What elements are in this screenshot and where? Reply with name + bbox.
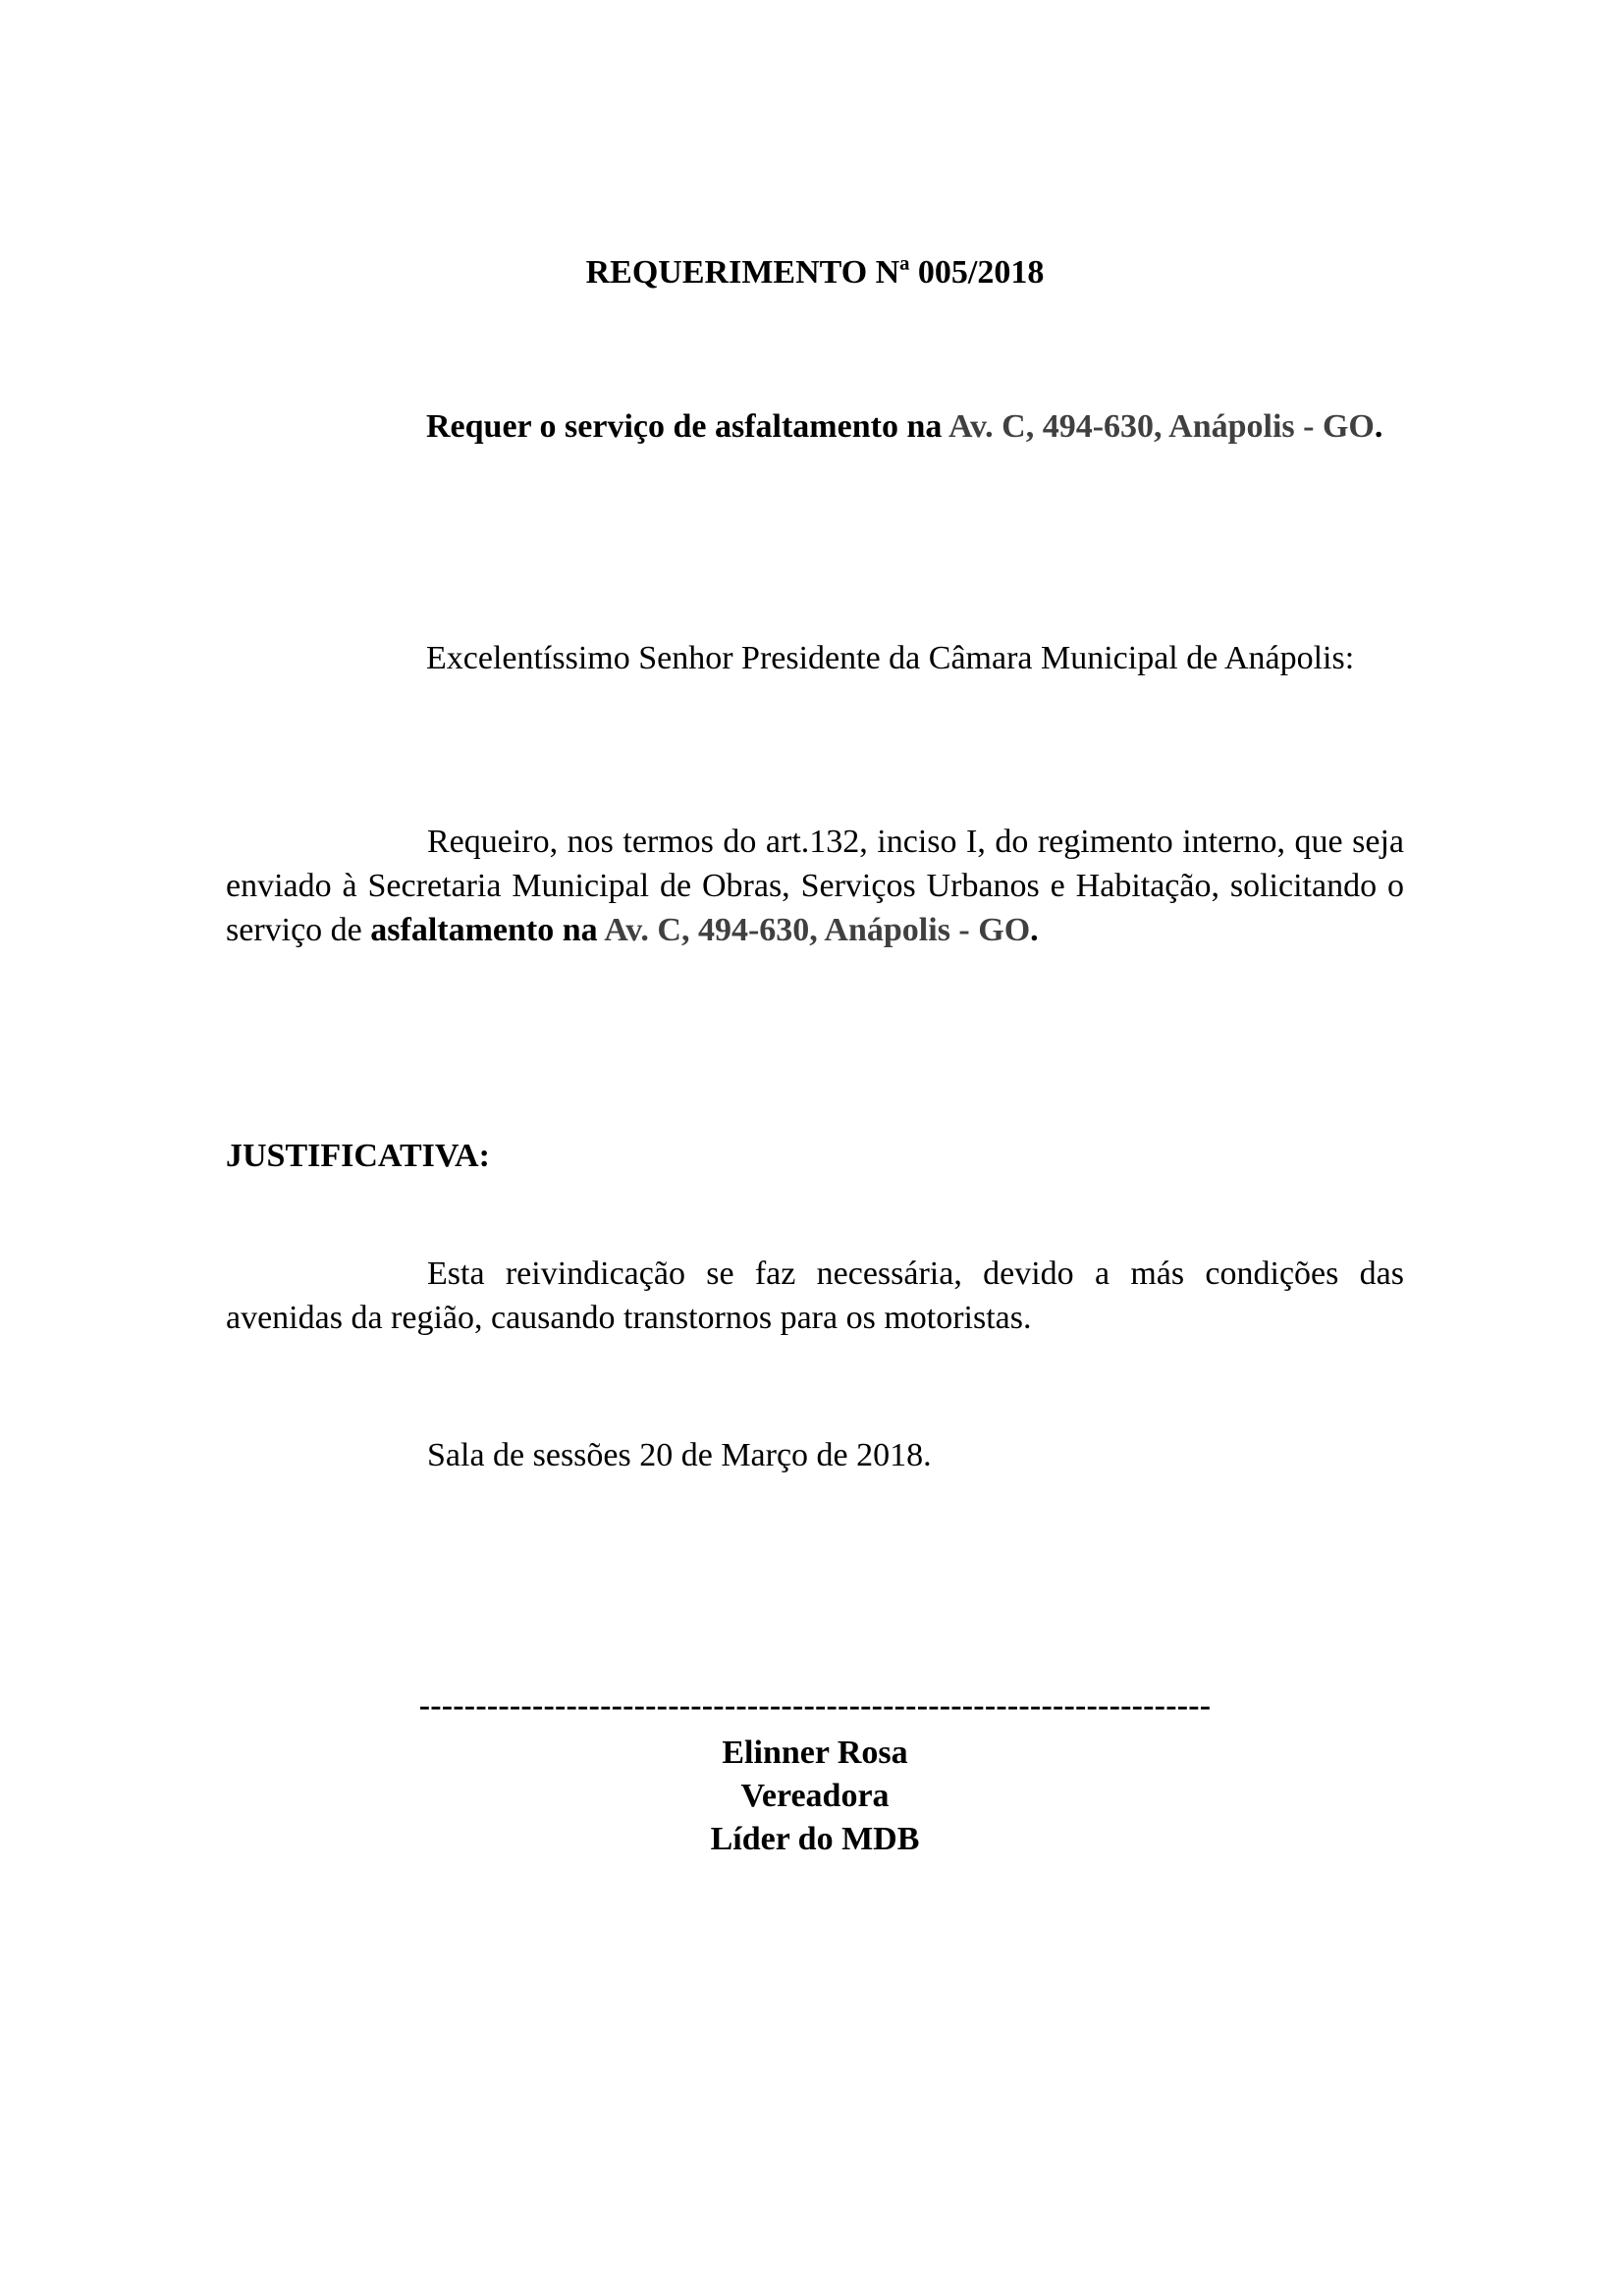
- justification-heading: JUSTIFICATIVA:: [226, 1138, 490, 1174]
- signature-name: Elinner Rosa: [722, 1735, 908, 1771]
- subject-lead: Requer o serviço de asfaltamento na: [426, 408, 948, 445]
- document-title: REQUERIMENTO Nª 005/2018: [585, 254, 1045, 291]
- signature-divider-line: ----------------------------------------------------------------------: [418, 1687, 1212, 1724]
- subject-address: Av. C, 494-630, Anápolis - GO: [947, 408, 1375, 445]
- request-paragraph: [226, 820, 1404, 952]
- signature-block: [226, 1683, 1404, 1861]
- subject-period: .: [1374, 408, 1383, 445]
- justification-paragraph: Esta reivindicação se faz necessária, devido a más condições das avenidas da região, causando transtornos para os motoristas.: [226, 1255, 1404, 1336]
- request-address: Av. C, 494-630, Anápolis - GO: [604, 912, 1031, 948]
- subject-line: [426, 404, 1408, 449]
- request-period: .: [1030, 912, 1039, 948]
- salutation-line: Excelentíssimo Senhor Presidente da Câmara Municipal de Anápolis:: [426, 640, 1355, 676]
- request-lead: Requeiro, nos termos do art.132, inciso I, do regimento interno, que seja enviado à Secretaria Municipal de Obras, Serviços Urbanos e Habitação, solicitando o serviço de: [226, 824, 1404, 948]
- signature-party-role: Líder do MDB: [710, 1821, 920, 1857]
- request-bold-phrase: asfaltamento na: [370, 912, 605, 948]
- session-date-line: Sala de sessões 20 de Março de 2018.: [427, 1437, 932, 1473]
- signature-role: Vereadora: [740, 1778, 890, 1814]
- signature-lines: [226, 1732, 1404, 1861]
